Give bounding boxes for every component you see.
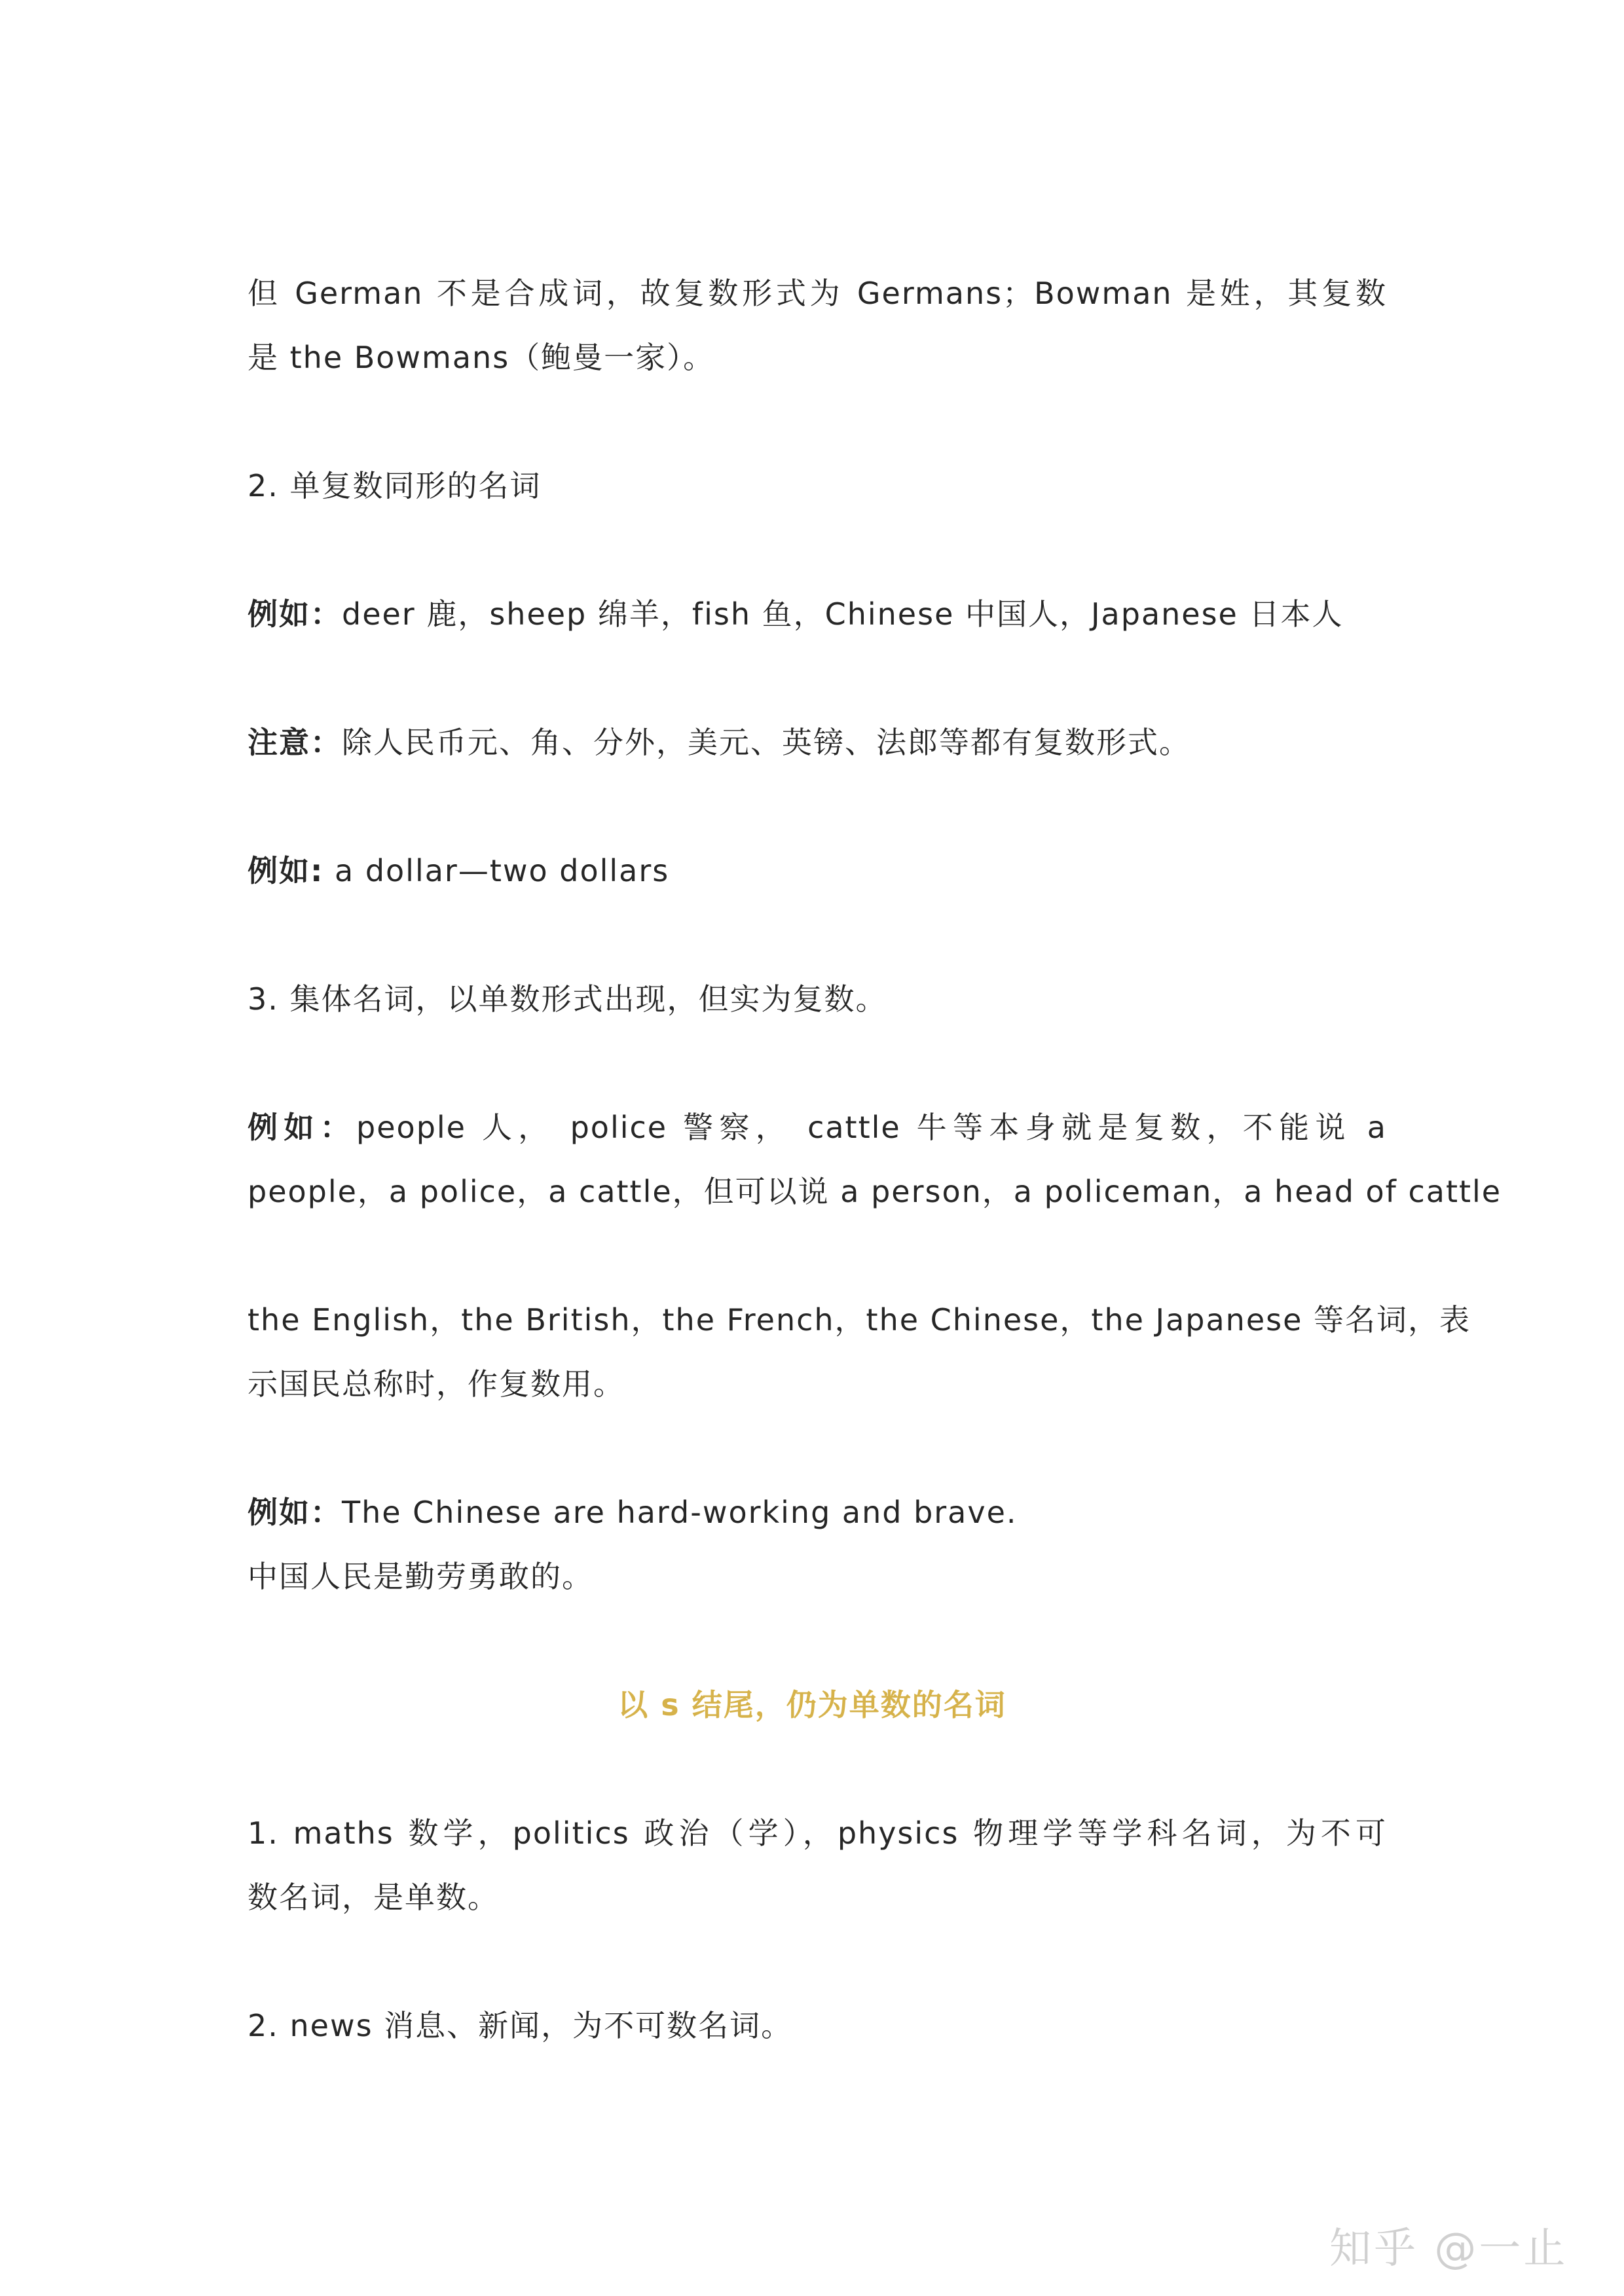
example-text: The Chinese are hard-working and brave. — [342, 1495, 1018, 1530]
example-line-4 — [248, 1493, 1387, 1532]
example-line-2 — [248, 851, 1387, 890]
example-label: 例如： — [248, 596, 342, 632]
paragraph-line-7: 数名词，是单数。 — [248, 1880, 499, 1915]
example-translation: 中国人民是勤劳勇敢的。 — [248, 1559, 593, 1594]
paragraph-line-5: 示国民总称时，作复数用。 — [248, 1366, 625, 1402]
example-line-3 — [248, 1108, 1387, 1147]
paragraph-line-2: 是 the Bowmans（鲍曼一家）。 — [248, 340, 715, 375]
paragraph-line-1: 但 German 不是合成词，故复数形式为 Germans；Bowman 是姓，其复数 — [248, 276, 1387, 311]
section-3-title: 3. 集体名词，以单数形式出现，但实为复数。 — [248, 981, 887, 1017]
example-text: a dollar—two dollars — [323, 853, 670, 888]
example-label: 例如： — [248, 1495, 342, 1530]
section-2-title: 2. 单复数同形的名词 — [248, 468, 542, 503]
zhihu-watermark: 知乎 @一止 — [1329, 2225, 1568, 2273]
paragraph-line-4: the English，the British，the French，the Chinese，the Japanese 等名词，表 — [248, 1302, 1471, 1338]
example-label: 例如： — [248, 1110, 357, 1145]
paragraph-line-3: people，a police，a cattle，但可以说 a person，a policeman，a head of cattle — [248, 1174, 1502, 1209]
example-line-1 — [248, 594, 1387, 634]
section-heading: 以 s 结尾，仍为单数的名词 — [618, 1687, 1006, 1722]
paragraph-line-6: 1. maths 数学，politics 政治（学），physics 物理学等学科名词，为不可 — [248, 1815, 1387, 1851]
note-label: 注意： — [248, 725, 342, 760]
example-text: deer 鹿，sheep 绵羊，fish 鱼，Chinese 中国人，Japanese 日本人 — [342, 596, 1344, 632]
example-label: 例如: — [248, 853, 324, 888]
paragraph-line-8: 2. news 消息、新闻，为不可数名词。 — [248, 2008, 793, 2043]
note-line — [248, 723, 1387, 762]
example-text: people 人， police 警察， cattle 牛等本身就是复数，不能说 a — [356, 1110, 1387, 1145]
note-text: 除人民币元、角、分外，美元、英镑、法郎等都有复数形式。 — [342, 725, 1190, 760]
